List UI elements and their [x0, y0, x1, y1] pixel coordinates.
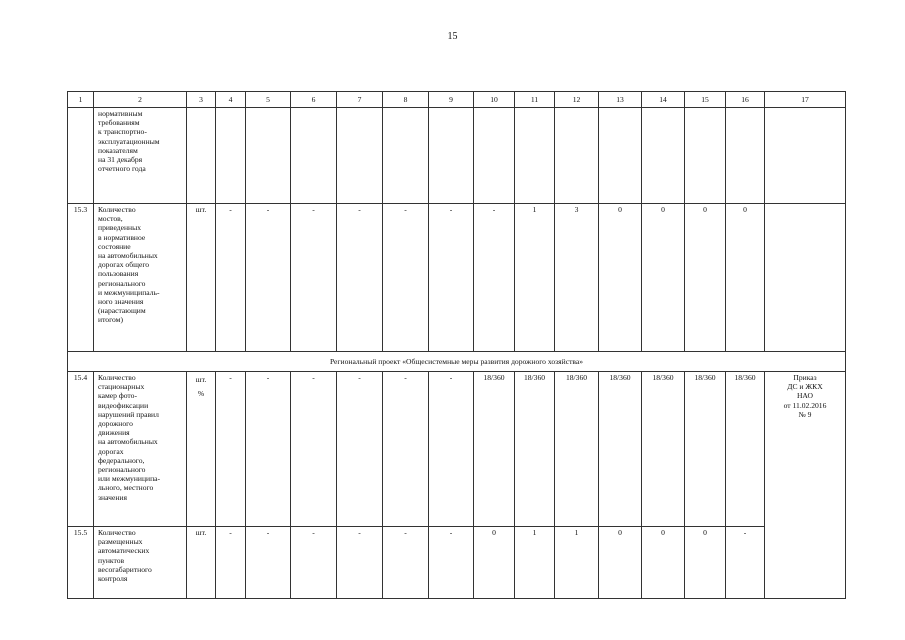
- section-row: [68, 352, 846, 372]
- value-cell: 0: [474, 527, 515, 599]
- note-cell: [765, 372, 846, 599]
- value-cell: -: [246, 204, 291, 352]
- note-text: Приказ ДС и ЖКХ НАО от 11.02.2016 № 9: [783, 373, 827, 419]
- row-number-cell: [68, 108, 94, 204]
- note-cell: [765, 108, 846, 204]
- value-cell: 18/360: [555, 372, 599, 527]
- indicators-table: [67, 91, 846, 599]
- header-cell: 6: [291, 92, 337, 108]
- table-header-row: [68, 92, 846, 108]
- value-cell: [337, 108, 383, 204]
- indicator-name-cell: [94, 204, 187, 352]
- indicator-name-cell: [94, 108, 187, 204]
- header-cell: 2: [94, 92, 187, 108]
- unit-cell: [187, 372, 216, 527]
- value-cell: -: [337, 527, 383, 599]
- header-cell: 7: [337, 92, 383, 108]
- value-cell: 18/360: [685, 372, 726, 527]
- value-cell: [685, 108, 726, 204]
- value-cell: [474, 108, 515, 204]
- value-cell: [429, 108, 474, 204]
- header-cell: 17: [765, 92, 846, 108]
- header-cell: 8: [383, 92, 429, 108]
- value-cell: 0: [599, 527, 642, 599]
- value-cell: [642, 108, 685, 204]
- value-cell: -: [337, 204, 383, 352]
- table-row-15-5: [68, 527, 846, 599]
- header-cell: 9: [429, 92, 474, 108]
- value-cell: -: [726, 527, 765, 599]
- table-row-15-3: [68, 204, 846, 352]
- value-cell: [726, 108, 765, 204]
- indicator-name-cell: [94, 527, 187, 599]
- value-cell: 0: [642, 204, 685, 352]
- header-cell: 10: [474, 92, 515, 108]
- header-cell: 16: [726, 92, 765, 108]
- value-cell: 0: [685, 204, 726, 352]
- value-cell: -: [291, 527, 337, 599]
- value-cell: -: [383, 372, 429, 527]
- value-cell: 18/360: [642, 372, 685, 527]
- indicator-name: Количество стационарных камер фото- видеофиксации нарушений правил дорожного движения на автомобильных дорогах федерального, регионального или межмуниципа- льного, местного значения: [98, 373, 161, 502]
- unit-cell: шт.: [187, 204, 216, 352]
- value-cell: [246, 108, 291, 204]
- section-title: Региональный проект «Общесистемные меры развития дорожного хозяйства»: [68, 352, 846, 372]
- value-cell: [291, 108, 337, 204]
- value-cell: -: [383, 527, 429, 599]
- header-cell: 3: [187, 92, 216, 108]
- value-cell: 18/360: [515, 372, 555, 527]
- table-row-continuation: [68, 108, 846, 204]
- value-cell: -: [216, 372, 246, 527]
- value-cell: [515, 108, 555, 204]
- header-cell: 5: [246, 92, 291, 108]
- value-cell: -: [383, 204, 429, 352]
- value-cell: [383, 108, 429, 204]
- header-cell: 15: [685, 92, 726, 108]
- header-cell: 4: [216, 92, 246, 108]
- indicator-name: Количество мостов, приведенных в нормативное состояние на автомобильных дорогах общего пользования регионального и межмуниципаль- ного значения (нарастающим итогом): [98, 205, 160, 325]
- value-cell: 0: [685, 527, 726, 599]
- value-cell: -: [474, 204, 515, 352]
- value-cell: 18/360: [599, 372, 642, 527]
- header-cell: 14: [642, 92, 685, 108]
- value-cell: 0: [599, 204, 642, 352]
- row-number-cell: 15.3: [68, 204, 94, 352]
- row-number-cell: 15.5: [68, 527, 94, 599]
- value-cell: -: [429, 527, 474, 599]
- value-cell: 1: [515, 204, 555, 352]
- value-cell: [216, 108, 246, 204]
- value-cell: -: [246, 372, 291, 527]
- page-number: 15: [447, 31, 458, 42]
- value-cell: -: [291, 372, 337, 527]
- value-cell: -: [246, 527, 291, 599]
- value-cell: -: [429, 372, 474, 527]
- value-cell: 0: [642, 527, 685, 599]
- value-cell: 1: [515, 527, 555, 599]
- value-cell: [599, 108, 642, 204]
- header-cell: 13: [599, 92, 642, 108]
- value-cell: -: [337, 372, 383, 527]
- unit-cell: [187, 108, 216, 204]
- unit-cell: шт.: [187, 527, 216, 599]
- note-cell: [765, 204, 846, 352]
- indicator-name: Количество размещенных автоматических пунктов весогабаритного контроля: [98, 528, 152, 584]
- unit-label: шт. %: [195, 375, 207, 398]
- indicator-name-cell: [94, 372, 187, 527]
- header-cell: 11: [515, 92, 555, 108]
- value-cell: -: [429, 204, 474, 352]
- row-number-cell: 15.4: [68, 372, 94, 527]
- value-cell: 18/360: [726, 372, 765, 527]
- table-row-15-4: [68, 372, 846, 527]
- value-cell: 3: [555, 204, 599, 352]
- header-cell: 1: [68, 92, 94, 108]
- value-cell: -: [291, 204, 337, 352]
- header-cell: 12: [555, 92, 599, 108]
- indicator-name: нормативным требованиям к транспортно- эксплуатационным показателям на 31 декабря отчетного года: [98, 109, 160, 174]
- value-cell: -: [216, 527, 246, 599]
- value-cell: [555, 108, 599, 204]
- value-cell: 0: [726, 204, 765, 352]
- value-cell: 1: [555, 527, 599, 599]
- value-cell: 18/360: [474, 372, 515, 527]
- value-cell: -: [216, 204, 246, 352]
